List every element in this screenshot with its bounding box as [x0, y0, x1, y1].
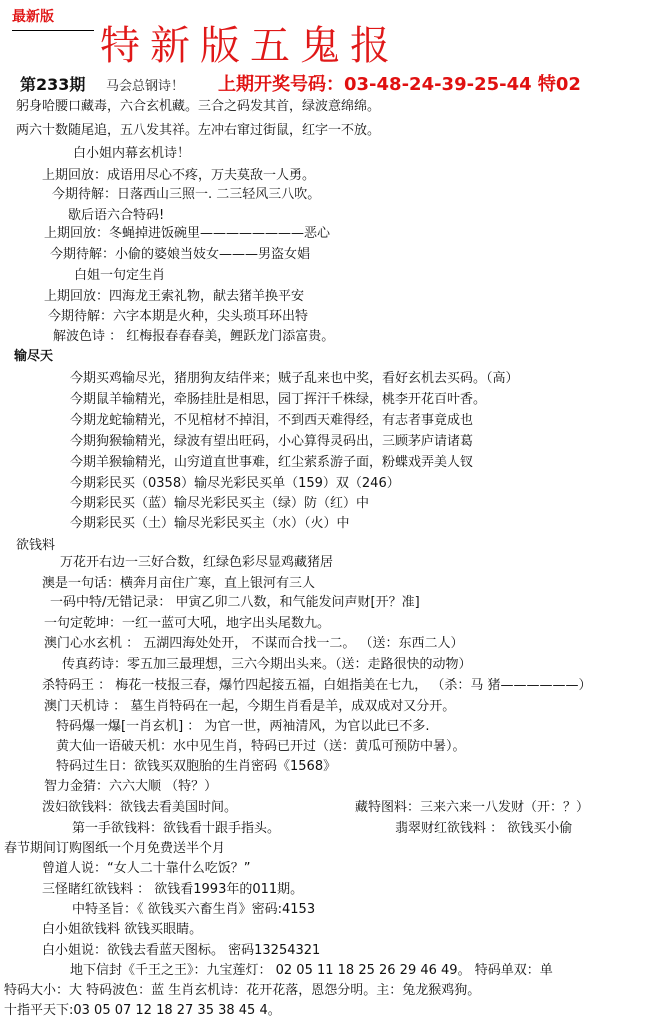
- text-line: 解波色诗 ： 红梅报春春春美，鲤跃龙门添富贵。: [53, 329, 335, 344]
- text-line: 澳门天机诗 ： 墓生肖特码在一起，今期生肖看是羊，成双成对又分开。: [44, 699, 456, 714]
- text-line: 今期待解：六字本期是火种，尖头琐耳环出特: [48, 309, 309, 324]
- previous-draw-numbers: 上期开奖号码：03-48-24-39-25-44 特02: [218, 74, 581, 95]
- text-line: 特码爆一爆[一肖玄机] ： 为官一世，两袖清风，为官以此已不多.: [56, 719, 430, 734]
- text-line: 十指平天下:03 05 07 12 18 27 35 38 45 4。: [4, 1003, 281, 1018]
- page-title: 特新版五鬼报: [100, 23, 400, 69]
- text-line: 中特圣旨：《 欲钱买六畜生肖》密码:4153: [72, 902, 316, 917]
- text-line: 特码过生日：欲钱买双胞胎的生肖密码《1568》: [56, 759, 337, 774]
- section-heading: 歇后语六合特码!: [68, 208, 165, 223]
- text-line: 白小姐欲钱料 欲钱买眼睛。: [42, 922, 203, 937]
- text-line: 澳门心水玄机 ： 五湖四海处处开， 不谋而合找一二。 （送：东西二人）: [44, 636, 464, 651]
- text-line: 一句定乾坤：一红一蓝可大吼，地字出头尾数九。: [44, 616, 331, 631]
- text-line: 地下信封《千王之王》：九宝莲灯： 02 05 11 18 25 26 29 46 49。 特码单双：单: [70, 963, 553, 978]
- text-line: 今期狗猴输精光，绿波有望出旺码，小心算得灵码出，三顾茅庐请诸葛: [70, 434, 474, 449]
- text-line: 上期回放：成语用尽心不疼，万夫莫敌一人勇。: [42, 168, 316, 183]
- text-line: 上期回放：冬蝇掉进饭碗里————————恶心: [44, 226, 331, 241]
- text-line: 今期待解：小偷的婆娘当妓女———男盗女娼: [50, 247, 311, 262]
- text-line: 澳是一句话：横奔月亩住广寒，直上银河有三人: [42, 576, 316, 591]
- section-heading: 白小姐内幕玄机诗！: [73, 146, 191, 161]
- section-heading: 白姐一句定生肖: [74, 268, 166, 283]
- poem-line: 两六十数随尾追，五八发其祥。左冲右窜过街鼠，红字一不放。: [16, 123, 381, 138]
- edition-badge: 最新版: [12, 9, 54, 25]
- text-line: 今期龙蛇输精光，不见棺材不掉泪，不到西天难得经，有志者事竟成也: [70, 413, 474, 428]
- text-line: 三怪睹红欲钱料 ： 欲钱看1993年的011期。: [42, 882, 304, 897]
- text-line: 传真药诗：零五加三最理想，三六今期出头来。（送：走路很快的动物）: [62, 657, 472, 672]
- text-line: 万花开右边一三好合数，红绿色彩尽显鸡藏猪居: [60, 555, 334, 570]
- text-line: 杀特码王 ： 梅花一枝报三春，爆竹四起接五福，白姐指美在七九， （杀：马 猪——————）: [42, 678, 592, 693]
- section-heading: 欲钱料: [16, 538, 56, 553]
- text-line: 今期买鸡输尽光，猪朋狗友结伴来；贼子乱来也中奖，看好玄机去买码。（高）: [70, 371, 519, 386]
- text-line: 曾道人说：“女人二十靠什么吃饭？”: [42, 861, 251, 876]
- section-heading: 输尽天: [14, 349, 54, 364]
- text-line: 今期鼠羊输精光，牵肠挂肚是相思，园丁挥汗千株绿，桃李开花百叶香。: [70, 392, 487, 407]
- text-line: 智力金猜：六六大顺 （特？）: [44, 779, 218, 794]
- text-line: 今期羊猴输精光，山穷道直世事难，红尘萦系游子面，粉蝶戏弄美人钗: [70, 455, 474, 470]
- text-line: 黄大仙一语破天机：水中见生肖，特码已开过（送：黄瓜可预防中暑）。: [56, 739, 466, 754]
- badge-underline: [12, 30, 94, 31]
- text-line: 今期彩民买（土）输尽光彩民买主（水）（火）中: [70, 516, 350, 531]
- text-line: 特码大小：大 特码波色：蓝 生肖玄机诗：花开花落，恩怨分明。主：兔龙猴鸡狗。: [4, 983, 481, 998]
- poem-line: 躬身哈腰口藏毒，六合玄机藏。三合之码发其首，绿波意绵绵。: [16, 99, 381, 114]
- text-line: 上期回放：四海龙王索礼物，献去猪羊换平安: [44, 289, 305, 304]
- text-line: 藏特图料：三来六来一八发财（开：？）: [355, 800, 590, 815]
- subtitle: 马会总钢诗！: [106, 79, 185, 94]
- text-line: 泼妇欲钱料：欲钱去看美国时间。: [42, 800, 238, 815]
- issue-number: 第233期: [20, 75, 86, 94]
- text-line: 今期彩民买（蓝）输尽光彩民买主（绿）防（红）中: [70, 496, 370, 511]
- text-line: 白小姐说：欲钱去看蓝天图标。 密码13254321: [42, 943, 321, 958]
- text-line: 翡翠财红欲钱料 ： 欲钱买小偷: [395, 821, 573, 836]
- text-line: 一码中特/无错记录： 甲寅乙卯二八数，和气能发问声财[开？准]: [50, 595, 420, 610]
- text-line: 今期彩民买（0358）输尽光彩民买单（159）双（246）: [70, 476, 400, 491]
- notice-line: 春节期间订购图纸一个月免费送半个月: [4, 841, 226, 856]
- text-line: 今期待解：日落西山三照一. 二三轻风三八吹。: [52, 187, 321, 202]
- text-line: 第一手欲钱料：欲钱看十跟手指头。: [72, 821, 281, 836]
